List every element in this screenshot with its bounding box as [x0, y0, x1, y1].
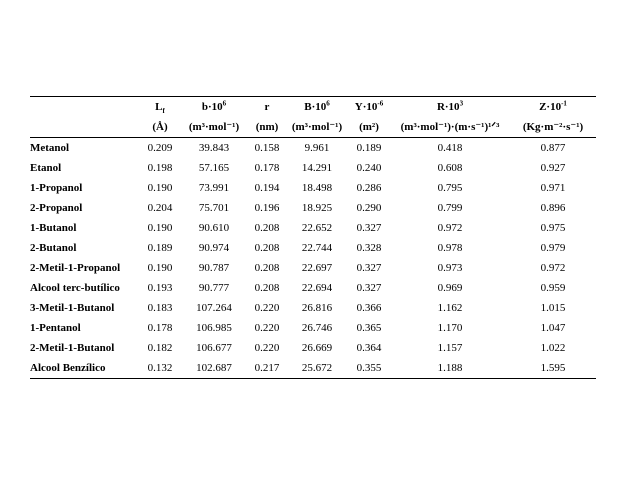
compound-name: 3-Metil-1-Butanol: [30, 302, 115, 314]
compound-name: 2-Metil-1-Butanol: [30, 342, 115, 354]
value-cell: 0.959: [540, 282, 566, 294]
column-symbol: b·10: [201, 101, 223, 113]
column-header: [390, 97, 510, 118]
table-body: [30, 138, 596, 379]
value-cell: 0.193: [147, 282, 173, 294]
value-cell: 0.799: [437, 202, 463, 214]
value-cell: 0.158: [254, 142, 280, 154]
value-cell: 0.978: [437, 242, 463, 254]
value-cell: 0.418: [437, 142, 463, 154]
column-unit: (m³·mol⁻¹)·(m·s⁻¹)¹ᐟ³: [390, 117, 510, 138]
column-superscript: 3: [459, 99, 464, 108]
value-cell: 0.178: [254, 162, 280, 174]
value-cell: 0.183: [147, 302, 173, 314]
value-cell: 0.327: [356, 282, 382, 294]
alcohol-properties-table: [30, 96, 596, 379]
compound-name: 1-Butanol: [30, 222, 77, 234]
value-cell: 106.985: [196, 322, 232, 334]
value-cell: 107.264: [196, 302, 232, 314]
column-superscript: 6: [222, 99, 227, 108]
table-row: [30, 158, 596, 178]
value-cell: 1.595: [510, 358, 596, 379]
value-cell: 0.608: [437, 162, 463, 174]
column-unit: (m²): [348, 117, 390, 138]
value-cell: 1.188: [390, 358, 510, 379]
value-cell: 0.196: [254, 202, 280, 214]
value-cell: 0.220: [254, 322, 280, 334]
compound-name: Etanol: [30, 162, 62, 174]
value-cell: 1.047: [540, 322, 566, 334]
value-cell: 0.209: [147, 142, 173, 154]
value-cell: 0.190: [147, 222, 173, 234]
value-cell: 1.015: [540, 302, 566, 314]
value-cell: 0.365: [356, 322, 382, 334]
compound-name: 2-Butanol: [30, 242, 77, 254]
compound-name: Alcool terc-butílico: [30, 282, 120, 294]
table-row: [30, 138, 596, 159]
column-symbol: Z·10: [539, 101, 562, 113]
value-cell: 0.220: [254, 342, 280, 354]
value-cell: 102.687: [180, 358, 248, 379]
column-unit: (Kg·m⁻²·s⁻¹): [510, 117, 596, 138]
value-cell: 18.498: [301, 182, 333, 194]
column-header: [140, 97, 180, 118]
compound-name: 1-Pentanol: [30, 322, 81, 334]
value-cell: 0.189: [356, 142, 382, 154]
column-header: [510, 97, 596, 118]
column-header: [248, 97, 286, 118]
value-cell: 0.971: [540, 182, 566, 194]
value-cell: 9.961: [304, 142, 330, 154]
value-cell: 0.208: [254, 282, 280, 294]
unit-corner: [30, 117, 140, 138]
column-superscript: 6: [326, 99, 330, 108]
value-cell: 0.896: [540, 202, 566, 214]
value-cell: 22.697: [301, 262, 333, 274]
value-cell: 0.327: [356, 222, 382, 234]
value-cell: 0.208: [254, 242, 280, 254]
value-cell: 0.220: [254, 302, 280, 314]
table-row: [30, 218, 596, 238]
compound-name: Alcool Benzílico: [30, 358, 140, 379]
compound-name: 2-Propanol: [30, 202, 83, 214]
value-cell: 0.877: [540, 142, 566, 154]
table-row: [30, 258, 596, 278]
value-cell: 90.777: [198, 282, 230, 294]
value-cell: 1.162: [437, 302, 463, 314]
value-cell: 57.165: [198, 162, 230, 174]
value-cell: 14.291: [301, 162, 333, 174]
column-subscript: f: [162, 107, 165, 116]
header-unit-row: [30, 117, 596, 138]
value-cell: 90.610: [198, 222, 230, 234]
table-row: [30, 298, 596, 318]
value-cell: 0.975: [540, 222, 566, 234]
compound-name: Metanol: [30, 142, 70, 154]
value-cell: 0.795: [437, 182, 463, 194]
compound-name: 2-Metil-1-Propanol: [30, 262, 121, 274]
value-cell: 0.198: [147, 162, 173, 174]
column-unit: (Å): [140, 117, 180, 138]
value-cell: 22.652: [301, 222, 333, 234]
value-cell: 0.189: [147, 242, 173, 254]
value-cell: 0.290: [356, 202, 382, 214]
column-symbol: B·10: [304, 101, 327, 113]
column-symbol: R·10: [436, 101, 460, 113]
value-cell: 0.190: [147, 262, 173, 274]
value-cell: 0.979: [540, 242, 566, 254]
value-cell: 0.204: [147, 202, 173, 214]
column-superscript: -1: [561, 99, 567, 108]
value-cell: 26.816: [301, 302, 333, 314]
value-cell: 0.355: [348, 358, 390, 379]
value-cell: 26.746: [301, 322, 333, 334]
value-cell: 0.327: [356, 262, 382, 274]
table-row: [30, 358, 596, 379]
header-corner: [30, 97, 140, 118]
value-cell: 0.364: [356, 342, 382, 354]
table-row: [30, 198, 596, 218]
column-symbol: r: [264, 101, 270, 113]
column-unit: (nm): [248, 117, 286, 138]
header-symbol-row: [30, 97, 596, 118]
value-cell: 0.972: [437, 222, 463, 234]
column-unit: (m³·mol⁻¹): [286, 117, 348, 138]
value-cell: 106.677: [196, 342, 232, 354]
value-cell: 1.157: [437, 342, 463, 354]
compound-name: 1-Propanol: [30, 182, 83, 194]
value-cell: 1.022: [540, 342, 566, 354]
column-header: [286, 97, 348, 118]
value-cell: 90.787: [198, 262, 230, 274]
column-symbol: L: [155, 101, 163, 113]
value-cell: 0.190: [147, 182, 173, 194]
value-cell: 0.969: [437, 282, 463, 294]
value-cell: 0.208: [254, 262, 280, 274]
column-unit: (m³·mol⁻¹): [180, 117, 248, 138]
value-cell: 0.927: [540, 162, 566, 174]
value-cell: 0.217: [248, 358, 286, 379]
value-cell: 0.208: [254, 222, 280, 234]
value-cell: 0.328: [356, 242, 382, 254]
value-cell: 0.132: [140, 358, 180, 379]
column-header: [348, 97, 390, 118]
column-symbol: Y·10: [354, 101, 378, 113]
value-cell: 75.701: [198, 202, 230, 214]
value-cell: 0.194: [254, 182, 280, 194]
column-superscript: -6: [377, 99, 384, 108]
column-header: [180, 97, 248, 118]
value-cell: 0.972: [540, 262, 566, 274]
value-cell: 22.744: [301, 242, 333, 254]
table-row: [30, 278, 596, 298]
table-row: [30, 338, 596, 358]
value-cell: 0.973: [437, 262, 463, 274]
value-cell: 0.286: [356, 182, 382, 194]
table-row: [30, 238, 596, 258]
value-cell: 90.974: [198, 242, 230, 254]
value-cell: 26.669: [301, 342, 333, 354]
value-cell: 0.366: [356, 302, 382, 314]
table-row: [30, 178, 596, 198]
value-cell: 18.925: [301, 202, 333, 214]
value-cell: 25.672: [286, 358, 348, 379]
value-cell: 39.843: [198, 142, 230, 154]
value-cell: 73.991: [198, 182, 230, 194]
value-cell: 22.694: [301, 282, 333, 294]
value-cell: 1.170: [437, 322, 463, 334]
table-row: [30, 318, 596, 338]
value-cell: 0.182: [147, 342, 173, 354]
value-cell: 0.240: [356, 162, 382, 174]
value-cell: 0.178: [147, 322, 173, 334]
